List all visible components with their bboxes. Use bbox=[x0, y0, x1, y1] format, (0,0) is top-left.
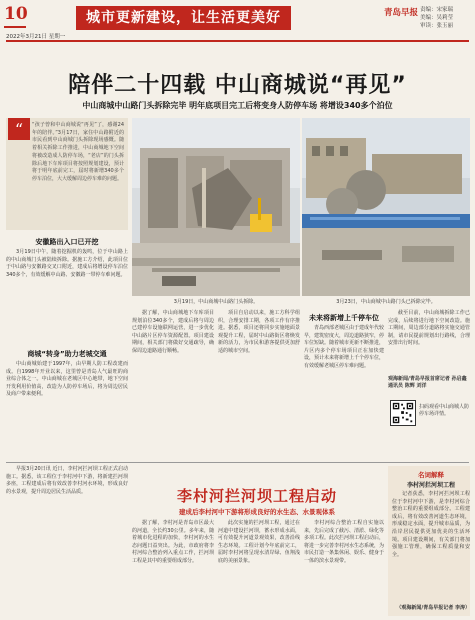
page-number-underline bbox=[4, 26, 26, 28]
explainer-text: 记者获悉，李村河拦河坝工程位于李村河中下游，是李村河综合整治工程的重要组成部分。工程建成后，将有效改善河道生态环境，形成稳定水面，提升城市品质，为沿岸居民提供更加优美的生活环境。项目建设期间，有关部门将加强施工管理，确保工程质量和安全。 bbox=[392, 491, 470, 558]
column4-text: 截至目前，中山商城拆除工作已完成，后续将进行地下空间改造。施工期间，周边部分道路将实施交通管制，请市民提前规划出行路线，合理安排出行时间。 bbox=[388, 310, 470, 347]
explainer-author: （观海新闻/青岛早报记者 李涛） bbox=[396, 605, 470, 611]
explainer-subtitle: 李村河拦河坝工程 bbox=[406, 482, 455, 489]
lower-column3-text: 李村河综合整治工程自实施以来，先后完成了截污、清淤、绿化等多项工程。此次拦河坝工程启动后，将进一步完善李村河水生态系统，为市民打造一条集休闲、娱乐、健身于一体的滨水景观带。 bbox=[304, 520, 385, 564]
story-column-1 bbox=[132, 310, 214, 356]
intro-text: “孩子曾和中山商城说“再见”了，感谢24年的陪伴。”3月17日，家住中山路附近的市民看到中山商城门头拆除现场感慨。随着相关拆除工作推进，中山商城地下空间将被改造成人防停车场，“老店”的门头拆除后地下车库项目将按照规划建设，预计将于明年底前完工，届时将新增340多个停车泊位，大大缓解周边停车难的问题。 bbox=[32, 122, 124, 182]
page-number: 10 bbox=[4, 4, 28, 24]
column3-text: 青岛西部老城区由于建成年代较早，建筑密度大，周边道路狭窄，停车位短缺。随着城市更新不断推进，片区内多个停车场项目正在加快建设，预计未来将新增上千个停车位，有效缓解老城区停车难问题。 bbox=[304, 325, 385, 369]
staff-designer: 美编：吴莉莹 bbox=[420, 15, 454, 21]
lower-lead-text: 早报3月20日讯 近日，李村河拦河坝工程正式启动施工。据悉，该工程位于李村河中下游，将新建拦河坝多座，工程建成后将有效改善李村河水环境，形成良好的水景观，提升周边居民生活品质。 bbox=[6, 466, 128, 495]
block2-subtitle: 商城“转身”助力老城交通 bbox=[27, 350, 107, 358]
lower-column1-text: 据了解，李村河是青岛市区最大的河道，全长约30公里。多年来，随着城市化进程的加快，李村河的水生态问题日益突出。为此，市政府将李村河综合整治列入重点工作，拦河坝工程是其中的重要组成部分。 bbox=[132, 520, 214, 564]
section-title: 城市更新建设，让生活更美好 bbox=[76, 6, 291, 30]
qr-code-icon[interactable] bbox=[390, 400, 416, 426]
main-subhead: 中山商城中山路门头拆除完毕 明年底项目完工后将变身人防停车场 将增设340多个泊位 bbox=[82, 101, 393, 110]
lower-column-1 bbox=[132, 520, 214, 566]
block1-text: 3月19日中午，随着挖掘机的轰鸣，位于中山路上的中山商城门头被陆续拆除。据施工方介绍，此项目位于中山路与安徽路交叉口附近，建成后将增设停车泊位340多个，有效缓解中山路、安徽路一带停车难问题。 bbox=[6, 249, 128, 278]
staff-proofreader: 审读：张玉丽 bbox=[420, 23, 454, 29]
newspaper-logo: 青岛早报 bbox=[384, 8, 419, 18]
main-headline: 陪伴二十四载 中山商城说“再见” bbox=[68, 73, 407, 98]
explainer-title: 名词解释 bbox=[418, 471, 444, 479]
story-block-1 bbox=[6, 234, 128, 279]
staff-credits bbox=[420, 6, 474, 30]
column2-text: 项目自启动以来，施工方科学组织，合理安排工期，各项工作有序推进。据悉，项目还将同步实施地面景观提升工程，届时中山路街区将焕发新的活力，为市民和游客提供更加舒适的城市空间。 bbox=[218, 310, 300, 354]
story-column-4 bbox=[388, 310, 470, 348]
qr-caption: 扫码观看中山商城人防停车场详情。 bbox=[419, 404, 470, 417]
lower-story-lead bbox=[6, 466, 128, 496]
quote-mark-icon bbox=[8, 118, 30, 140]
staff-editor: 责编：宋家瑞 bbox=[420, 7, 454, 13]
lower-headline: 李村河拦河坝工程启动 bbox=[176, 487, 337, 505]
story-block-2 bbox=[6, 346, 128, 399]
svg-text:“: “ bbox=[14, 120, 24, 139]
lower-column-3 bbox=[304, 520, 384, 566]
story-column-2 bbox=[218, 310, 300, 356]
lower-column-2 bbox=[218, 520, 300, 566]
lower-subhead: 建成后李村河中下游将形成良好的水生态、水景观体系 bbox=[179, 508, 335, 516]
photo-completed bbox=[302, 118, 470, 296]
page-header bbox=[0, 0, 475, 40]
column3-subtitle: 未来将新增上千停车位 bbox=[309, 314, 379, 322]
photo1-caption: 3月19日，中山商城中山路门头拆除。 bbox=[173, 299, 259, 305]
block1-subtitle: 安徽路出入口已开挖 bbox=[35, 238, 99, 246]
lower-column2-text: 此次实施的拦河坝工程，通过在河道中建设拦河坝，蓄水形成水面，可有效提升河道景观效果，改善沿线生态环境。工程计划今年底前完工，届时李村河将呈现水清岸绿、鱼翔浅底的美丽景象。 bbox=[218, 520, 300, 564]
photo2-caption: 3月23日，中山商城中山路门头已拆除完毕。 bbox=[336, 299, 436, 305]
reporter-credit: 观海新闻/青岛早报首席记者 孙启鑫 通讯员 陈辉 刘洋 bbox=[388, 376, 467, 389]
issue-date: 2022年3月21日 星期一 bbox=[6, 34, 66, 40]
story-column-3 bbox=[304, 310, 384, 371]
column1-text: 据了解，中山商城地下车库项目规划泊位340多个，建成后将与周边已建停车设施联网运营，进一步优化中山路片区停车资源配置。项目建设期间，相关部门将做好交通疏导，确保周边道路通行顺畅。 bbox=[132, 310, 214, 354]
photo-demolition bbox=[132, 118, 300, 296]
block2-text: 中山商城始建于1997年，由早期人防工程改建而成。自1998年开业以来，这里曾是青岛人气最旺的商业综合体之一。中山商城在老城区中心地带，地下空间开发利用价值高，改造为人防停车场后，将为周边居民及商户带来便利。 bbox=[6, 361, 128, 398]
header-divider bbox=[6, 40, 469, 42]
story-divider bbox=[6, 462, 469, 463]
